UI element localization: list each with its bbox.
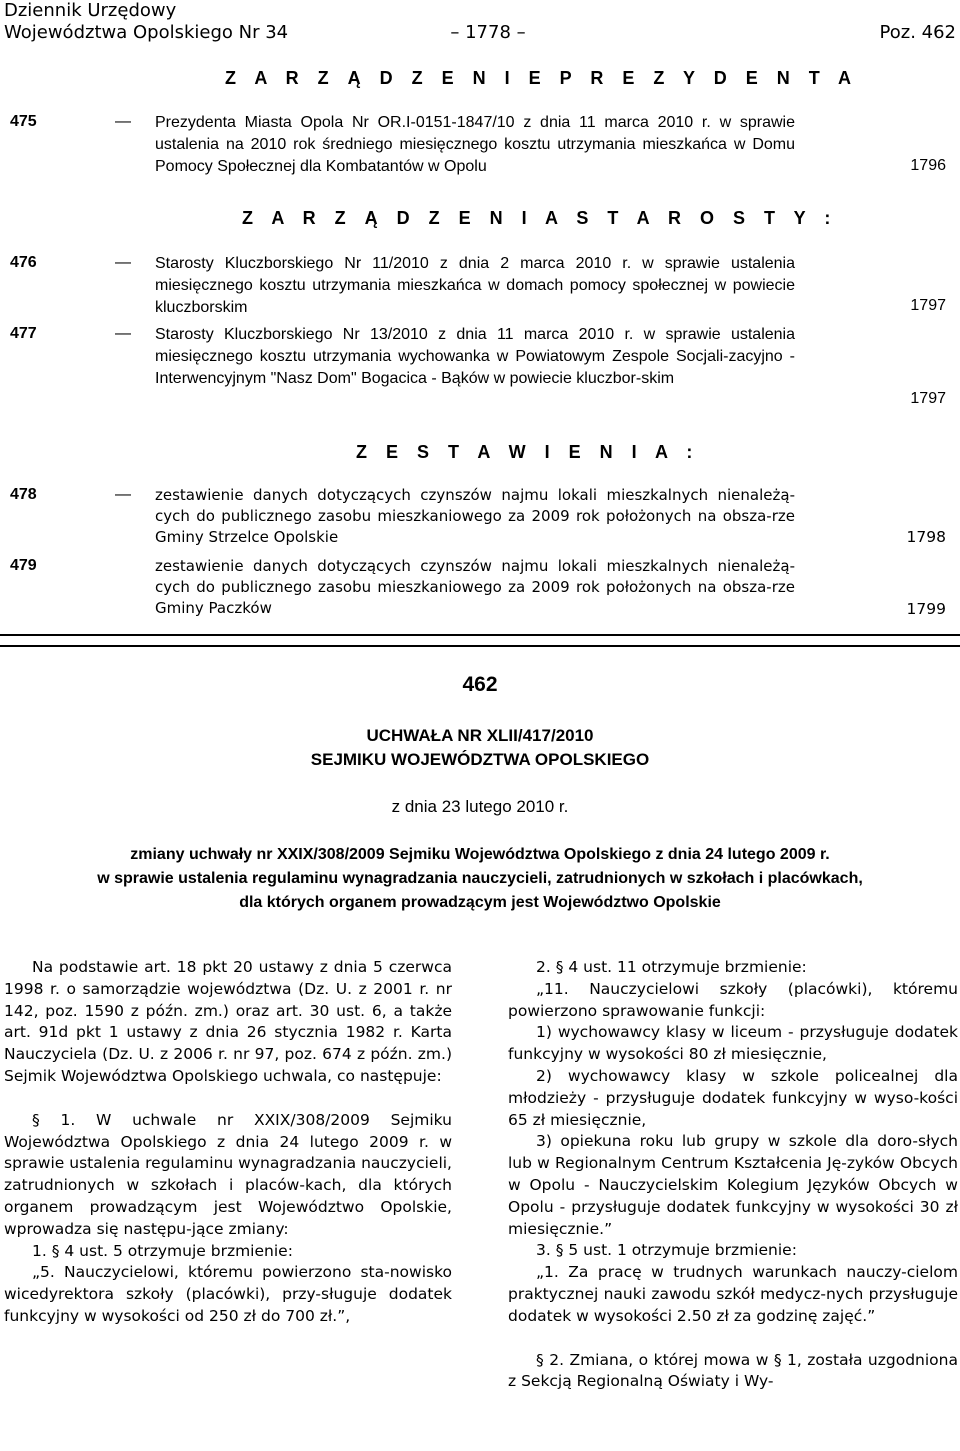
body-paragraph: 3) opiekuna roku lub grupy w szkole dla doro-słych lub w Regionalnym Centrum Kształcenia Ję-zyków Obcych w Opolu - Nauczycielskim Kolegium Języków Obcych w Opolu - przysługuje dodatek funkcyjny w wysokości 30 zł miesięcznie.” [508, 1132, 958, 1238]
toc-entry-page: 1798 [906, 528, 946, 546]
toc-entry-text: zestawienie danych dotyczących czynszów najmu lokali mieszkalnych nienależą-cych do publicznego zasobu mieszkaniowego za 2009 rok położonych na obsza-rze Gminy Strzelce Opolskie [155, 486, 795, 546]
act-date: z dnia 23 lutego 2010 r. [391, 797, 569, 816]
body-paragraph: „11. Nauczycielowi szkoły (placówki), któremu powierzono sprawowanie funkcji: [508, 979, 958, 1020]
page-number: – 1778 – [450, 22, 526, 43]
act-issuer: SEJMIKU WOJEWÓDZTWA OPOLSKIEGO [310, 750, 650, 769]
body-paragraph: § 2. Zmiana, o której mowa w § 1, została uzgodniona z Sekcją Regionalną Oświaty i Wy- [508, 1350, 958, 1391]
body-paragraph: „1. Za pracę w trudnych warunkach nauczy-cielom praktycznej nauki zawodu szkół medycz-nych przysługuje dodatek w wysokości 2.50 zł za godzinę zajęć.” [508, 1263, 958, 1325]
body-paragraph: Na podstawie art. 18 pkt 20 ustawy z dnia 5 czerwca 1998 r. o samorządzie województwa (Dz. U. z 2001 r. nr 142, poz. 1590 z późn. zm.) oraz art. 30 ust. 6, a także art. 91d pkt 1 ustawy z dnia 26 stycznia 1982 r. Karta Nauczyciela (Dz. U. z 2006 r. nr 97, poz. 674 z późn. zm.) Sejmik Województwa Opolskiego uchwala, co następuje: [4, 958, 452, 1085]
act-subject-line: zmiany uchwały nr XXIX/308/2009 Sejmiku Województwa Opolskiego z dnia 24 lutego 2009 r. [130, 846, 830, 863]
act-subject-line: dla których organem prowadzącym jest Województwo Opolskie [239, 894, 721, 911]
toc-entry-number: 477 [10, 325, 37, 342]
act-subject-line: w sprawie ustalenia regulaminu wynagradzania nauczycieli, zatrudnionych w szkołach i placówkach, [97, 870, 863, 887]
toc-entry-dash: — [115, 254, 131, 271]
body-paragraph: 3. § 5 ust. 1 otrzymuje brzmienie: [536, 1241, 797, 1260]
toc-entry-page: 1797 [910, 390, 946, 407]
separator-rule-bottom [0, 645, 960, 647]
body-paragraph: 1. § 4 ust. 5 otrzymuje brzmienie: [32, 1241, 293, 1260]
toc-entry-dash: — [115, 486, 131, 503]
toc-section-starosty: Z A R Z Ą D Z E N I A S T A R O S T Y : [242, 208, 838, 228]
toc-entry-dash: — [115, 113, 131, 130]
position-number: Poz. 462 [879, 22, 956, 43]
journal-title: Dziennik Urzędowy [4, 0, 177, 21]
body-paragraph: § 1. W uchwale nr XXIX/308/2009 Sejmiku Województwa Opolskiego z dnia 24 lutego 2009 r. w sprawie ustalenia regulaminu wynagradzania nauczycieli, zatrudnionych w szkołach i placów-kach, dla których organem prowadzącym jest Województwo Opolskie, wprowadza się następu-jące zmiany: [4, 1110, 452, 1238]
toc-entry-number: 479 [10, 557, 37, 574]
toc-entry-number: 476 [10, 254, 37, 271]
journal-subtitle: Województwa Opolskiego Nr 34 [4, 22, 289, 43]
body-column-right [508, 957, 958, 1393]
body-paragraph: „5. Nauczycielowi, któremu powierzono sta-nowisko wicedyrektora szkoły (placówki), przy-sługuje dodatek funkcyjny w wysokości od 250 zł do 700 zł.”, [4, 1263, 452, 1325]
act-number: 462 [462, 673, 498, 696]
toc-entry-text: Starosty Kluczborskiego Nr 11/2010 z dnia 2 marca 2010 r. w sprawie ustalenia miesięcznego kosztu utrzymania mieszkańca w domach pomocy społecznej w powiecie kluczborskim [155, 255, 795, 316]
body-paragraph: 2. § 4 ust. 11 otrzymuje brzmienie: [536, 958, 807, 976]
separator-rule-top [0, 634, 960, 636]
toc-entry-number: 478 [10, 486, 37, 503]
toc-entry-page: 1797 [910, 297, 946, 314]
body-column-left [4, 957, 452, 1328]
toc-entry-number: 475 [10, 113, 37, 130]
toc-entry-text: zestawienie danych dotyczących czynszów najmu lokali mieszkalnych nienależą-cych do publicznego zasobu mieszkaniowego za 2009 rok położonych na obsza-rze Gminy Paczków [155, 557, 795, 617]
toc-entry-page: 1799 [906, 600, 946, 618]
act-title: UCHWAŁA NR XLII/417/2010 [366, 726, 594, 745]
toc-section-zestawienia: Z E S T A W I E N I A : [356, 442, 700, 462]
body-paragraph: 1) wychowawcy klasy w liceum - przysługuje dodatek funkcyjny w wysokości 80 zł miesięcznie, [508, 1023, 958, 1064]
body-paragraph: 2) wychowawcy klasy w szkole policealnej dla młodzieży - przysługuje dodatek funkcyjny w wyso-kości 65 zł miesięcznie, [508, 1066, 958, 1129]
toc-entry-page: 1796 [910, 157, 946, 174]
toc-entry-text: Starosty Kluczborskiego Nr 13/2010 z dnia 11 marca 2010 r. w sprawie ustalenia miesięcznego kosztu utrzymania wychowanka w Powiatowym Zespole Socjali-zacyjno - Interwencyjnym "Nasz Dom" Bogacica - Bąków w powiecie kluczbor-skim [155, 326, 795, 387]
toc-entry-dash: — [115, 325, 131, 342]
toc-entry-text: Prezydenta Miasta Opola Nr OR.I-0151-1847/10 z dnia 11 marca 2010 r. w sprawie ustalenia na 2010 rok średniego miesięcznego kosztu utrzymania mieszkańca w Domu Pomocy Społecznej dla Kombatantów w Opolu [155, 114, 795, 175]
toc-section-prezydenta: Z A R Z Ą D Z E N I E P R E Z Y D E N T A [225, 68, 859, 88]
